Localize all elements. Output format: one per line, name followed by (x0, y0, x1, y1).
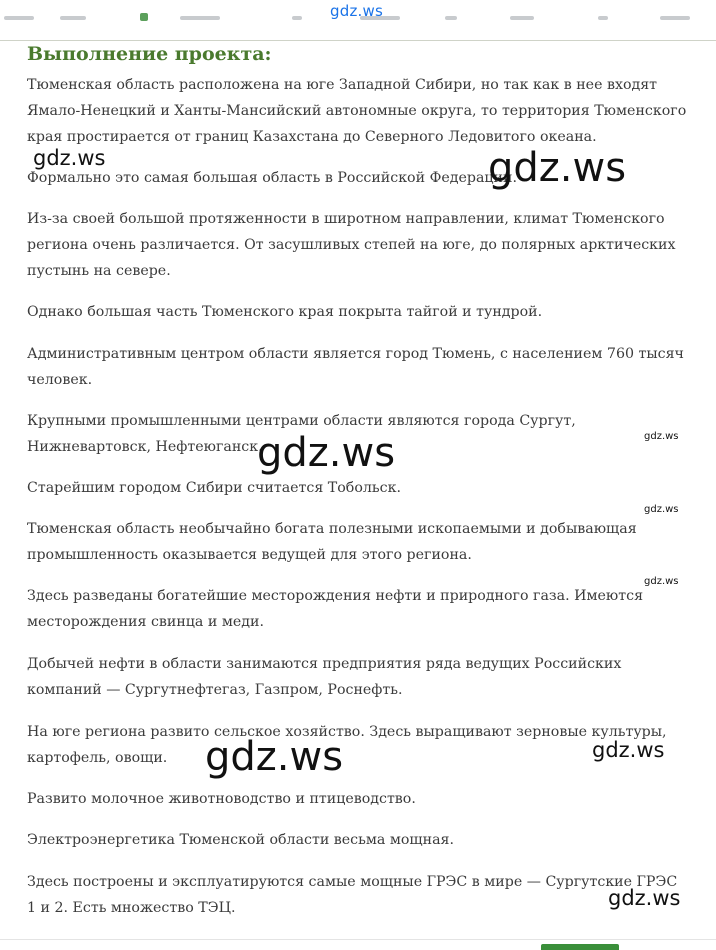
paragraph: Электроэнергетика Тюменской области весьма мощная. (27, 832, 454, 848)
paragraph: Развито молочное животноводство и птицеводство. (27, 791, 416, 807)
paragraph: Старейшим городом Сибири считается Тобольск. (27, 480, 401, 496)
divider (0, 939, 716, 940)
watermark: gdz.ws (592, 738, 665, 762)
paragraph: Однако большая часть Тюменского края покрыта тайгой и тундрой. (27, 304, 543, 320)
section-heading: Выполнение проекта: (27, 43, 272, 65)
watermark: gdz.ws (644, 576, 679, 587)
paragraph: Из-за своей большой протяженности в широтном направлении, климат Тюменского региона очень различается. От засушливых степей на юге, до полярных арктических пустынь на севере. (27, 211, 676, 279)
paragraph: Добычей нефти в области занимаются предприятия ряда ведущих Российских компаний — Сургутнефтегаз, Газпром, Роснефть. (27, 656, 622, 698)
watermark: gdz.ws (644, 504, 679, 515)
site-title-link[interactable]: gdz.ws (330, 2, 383, 20)
paragraph: Формально это самая большая область в Российской Федерации. (27, 170, 517, 186)
paragraph: Здесь построены и эксплуатируются самые мощные ГРЭС в мире — Сургутские ГРЭС 1 и 2. Есть множество ТЭЦ. (27, 874, 678, 916)
paragraph: Тюменская область расположена на юге Западной Сибири, но так как в нее входят Ямало-Ненецкий и Ханты-Мансийский автономные округа, то территория Тюменского края простирается от границ Казахстана до Северного Ледовитого океана. (27, 77, 687, 145)
watermark: gdz.ws (488, 145, 627, 191)
paragraph: Тюменская область необычайно богата полезными ископаемыми и добывающая промышленность оказывается ведущей для этого региона. (27, 521, 637, 563)
scroll-indicator[interactable] (541, 944, 619, 950)
watermark: gdz.ws (33, 146, 106, 170)
watermark: gdz.ws (608, 886, 681, 910)
paragraph: На юге региона развито сельское хозяйство. Здесь выращивают зерновые культуры, картофель, овощи. (27, 724, 667, 766)
paragraph: Здесь разведаны богатейшие месторождения нефти и природного газа. Имеются месторождения свинца и меди. (27, 588, 644, 630)
paragraph: Крупными промышленными центрами области являются города Сургут, Нижневартовск, Нефтеюганск. (27, 413, 576, 455)
watermark: gdz.ws (257, 430, 396, 476)
watermark: gdz.ws (205, 734, 344, 780)
top-strip (0, 0, 716, 41)
paragraph: Административным центром области является город Тюмень, с населением 760 тысяч человек. (27, 346, 684, 388)
watermark: gdz.ws (644, 431, 679, 442)
